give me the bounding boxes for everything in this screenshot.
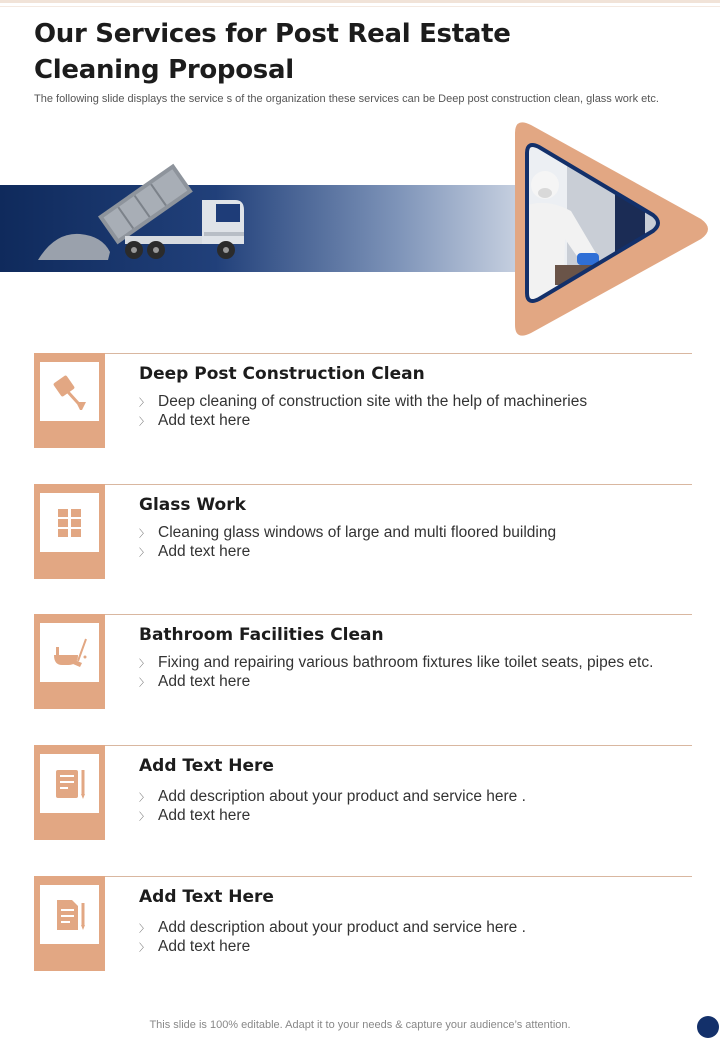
- page-subtitle: The following slide displays the service s of the organization these services can be Deep post construction clean, glass work etc.: [34, 93, 659, 105]
- worker-photo-triangle: [505, 115, 715, 345]
- bullet-chevron-icon: 〉: [139, 659, 149, 670]
- service-bullet: 〉 Cleaning glass windows of large and multi floored building: [139, 524, 557, 541]
- service-item: [34, 353, 692, 448]
- title-line-1: Our Services for Post Real Estate: [34, 19, 511, 49]
- service-bullet: 〉 Add text here: [139, 807, 251, 824]
- bullet-chevron-icon: 〉: [139, 943, 149, 954]
- top-rule-thin: [0, 6, 720, 7]
- bullet-chevron-icon: 〉: [139, 924, 149, 935]
- service-divider: [105, 876, 692, 877]
- bullet-chevron-icon: 〉: [139, 398, 149, 409]
- service-item: [34, 745, 692, 840]
- service-title: Glass Work: [139, 495, 246, 515]
- service-bullet: 〉 Add description about your product and service here .: [139, 788, 526, 805]
- document-pen-icon: [50, 895, 90, 935]
- service-divider: [105, 353, 692, 354]
- bullet-chevron-icon: 〉: [139, 417, 149, 428]
- footer-note: This slide is 100% editable. Adapt it to your needs & capture your audience’s attention.: [149, 1019, 571, 1031]
- service-item: [34, 614, 692, 709]
- bathtub-mop-icon: [50, 633, 90, 673]
- service-bullet: 〉 Add description about your product and service here .: [139, 919, 526, 936]
- bullet-chevron-icon: 〉: [139, 812, 149, 823]
- service-divider: [105, 484, 692, 485]
- service-bullet: 〉 Fixing and repairing various bathroom fixtures like toilet seats, pipes etc.: [139, 654, 654, 671]
- service-item: [34, 484, 692, 579]
- service-title: Deep Post Construction Clean: [139, 364, 425, 384]
- service-item: [34, 876, 692, 971]
- service-icon-box: [34, 353, 105, 448]
- service-icon-box: [34, 484, 105, 579]
- spray-bottle-icon: [50, 372, 90, 412]
- service-icon-box: [34, 876, 105, 971]
- page-title: [34, 16, 634, 88]
- window-grid-icon: [50, 503, 90, 543]
- checklist-icon: [50, 764, 90, 804]
- service-bullet: 〉 Add text here: [139, 673, 251, 690]
- service-icon-box: [34, 614, 105, 709]
- service-bullet: 〉 Deep cleaning of construction site with the help of machineries: [139, 393, 588, 410]
- service-title: Bathroom Facilities Clean: [139, 625, 384, 645]
- service-divider: [105, 745, 692, 746]
- service-title: Add Text Here: [139, 887, 274, 907]
- top-rule: [0, 0, 720, 3]
- bullet-chevron-icon: 〉: [139, 529, 149, 540]
- service-bullet: 〉 Add text here: [139, 412, 251, 429]
- dump-truck-illustration: [30, 140, 260, 270]
- service-divider: [105, 614, 692, 615]
- service-icon-box: [34, 745, 105, 840]
- bullet-chevron-icon: 〉: [139, 793, 149, 804]
- navy-dot-icon: [697, 1016, 719, 1038]
- title-line-2: Cleaning Proposal: [34, 55, 294, 85]
- bullet-chevron-icon: 〉: [139, 678, 149, 689]
- bullet-chevron-icon: 〉: [139, 548, 149, 559]
- service-bullet: 〉 Add text here: [139, 543, 251, 560]
- service-title: Add Text Here: [139, 756, 274, 776]
- service-bullet: 〉 Add text here: [139, 938, 251, 955]
